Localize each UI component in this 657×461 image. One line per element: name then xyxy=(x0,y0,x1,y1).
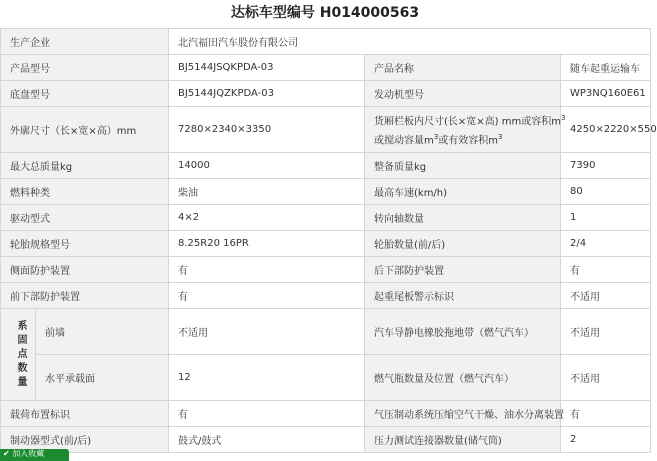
pressure-connector-value: 2 xyxy=(561,427,651,453)
table-row xyxy=(1,29,651,55)
front-wall-label: 前墙 xyxy=(36,309,169,355)
tire-value: 8.25R20 16PR xyxy=(169,231,365,257)
table-row xyxy=(1,153,651,179)
rear-guard-label: 后下部防护装置 xyxy=(365,257,561,283)
load-surface-value: 12 xyxy=(169,355,365,401)
drive-label: 驱动型式 xyxy=(1,205,169,231)
max-speed-label: 最高车速(km/h) xyxy=(365,179,561,205)
product-name-value: 随车起重运输车 xyxy=(561,55,651,81)
cargo-dims-label: 货厢栏板内尺寸(长×宽×高) mm或容积$m^3$ 或搅动容量$m^3$或有效容积$m^3$ xyxy=(365,107,561,153)
brake-value: 鼓式/鼓式 xyxy=(169,427,365,453)
tire-label: 轮胎规格型号 xyxy=(1,231,169,257)
product-name-label: 产品名称 xyxy=(365,55,561,81)
tailgate-mark-label: 起重尾板警示标识 xyxy=(365,283,561,309)
table-row xyxy=(1,107,651,153)
steer-axle-label: 转向轴数量 xyxy=(365,205,561,231)
side-guard-label: 侧面防护装置 xyxy=(1,257,169,283)
drive-value: 4×2 xyxy=(169,205,365,231)
manufacturer-label: 生产企业 xyxy=(1,29,169,55)
table-row xyxy=(1,257,651,283)
table-row xyxy=(1,309,651,355)
brake-label: 制动器型式(前/后) xyxy=(1,427,169,453)
tire-count-value: 2/4 xyxy=(561,231,651,257)
front-wall-value: 不适用 xyxy=(169,309,365,355)
model-label: 产品型号 xyxy=(1,55,169,81)
fuel-label: 燃料种类 xyxy=(1,179,169,205)
front-guard-value: 有 xyxy=(169,283,365,309)
tie-point-group-label: 系 固 点 数 量 xyxy=(1,309,36,401)
chassis-label: 底盘型号 xyxy=(1,81,169,107)
tire-count-label: 轮胎数量(前/后) xyxy=(365,231,561,257)
static-strap-label: 汽车导静电橡胶拖地带（燃气汽车） xyxy=(365,309,561,355)
tailgate-mark-value: 不适用 xyxy=(561,283,651,309)
table-row xyxy=(1,179,651,205)
engine-value: WP3NQ160E61 xyxy=(561,81,651,107)
cargo-dims-value: 4250×2220×550 xyxy=(561,107,651,153)
max-speed-value: 80 xyxy=(561,179,651,205)
table-row xyxy=(1,205,651,231)
gas-bottle-value: 不适用 xyxy=(561,355,651,401)
table-row xyxy=(1,401,651,427)
dims-value: 7280×2340×3350 xyxy=(169,107,365,153)
table-row xyxy=(1,55,651,81)
fuel-value: 柴油 xyxy=(169,179,365,205)
curb-mass-value: 7390 xyxy=(561,153,651,179)
static-strap-value: 不适用 xyxy=(561,309,651,355)
curb-mass-label: 整备质量kg xyxy=(365,153,561,179)
spec-table xyxy=(0,28,657,453)
max-mass-label: 最大总质量kg xyxy=(1,153,169,179)
rear-guard-value: 有 xyxy=(561,257,651,283)
table-row xyxy=(1,283,651,309)
model-value: BJ5144JSQKPDA-03 xyxy=(169,55,365,81)
table-row xyxy=(1,355,651,401)
chassis-value: BJ5144JQZKPDA-03 xyxy=(169,81,365,107)
page-title: 达标车型编号 H014000563 xyxy=(230,5,420,21)
front-guard-label: 前下部防护装置 xyxy=(1,283,169,309)
max-mass-value: 14000 xyxy=(169,153,365,179)
load-surface-label: 水平承载面 xyxy=(36,355,169,401)
steer-axle-value: 1 xyxy=(561,205,651,231)
manufacturer-value: 北汽福田汽车股份有限公司 xyxy=(169,29,651,55)
dims-label: 外廓尺寸（长×宽×高）mm xyxy=(1,107,169,153)
engine-label: 发动机型号 xyxy=(365,81,561,107)
table-row xyxy=(1,81,651,107)
load-mark-value: 有 xyxy=(169,401,365,427)
air-dryer-label: 气压制动系统压缩空气干燥、油水分离装置 xyxy=(365,401,561,427)
table-row xyxy=(1,427,651,453)
air-dryer-value: 有 xyxy=(561,401,651,427)
gas-bottle-label: 燃气瓶数量及位置（燃气汽车） xyxy=(365,355,561,401)
load-mark-label: 载荷布置标识 xyxy=(1,401,169,427)
pressure-connector-label: 压力测试连接器数量(储气筒) xyxy=(365,427,561,453)
table-row xyxy=(1,231,651,257)
favorite-button[interactable]: ✔ 加入收藏 xyxy=(0,449,69,461)
side-guard-value: 有 xyxy=(169,257,365,283)
